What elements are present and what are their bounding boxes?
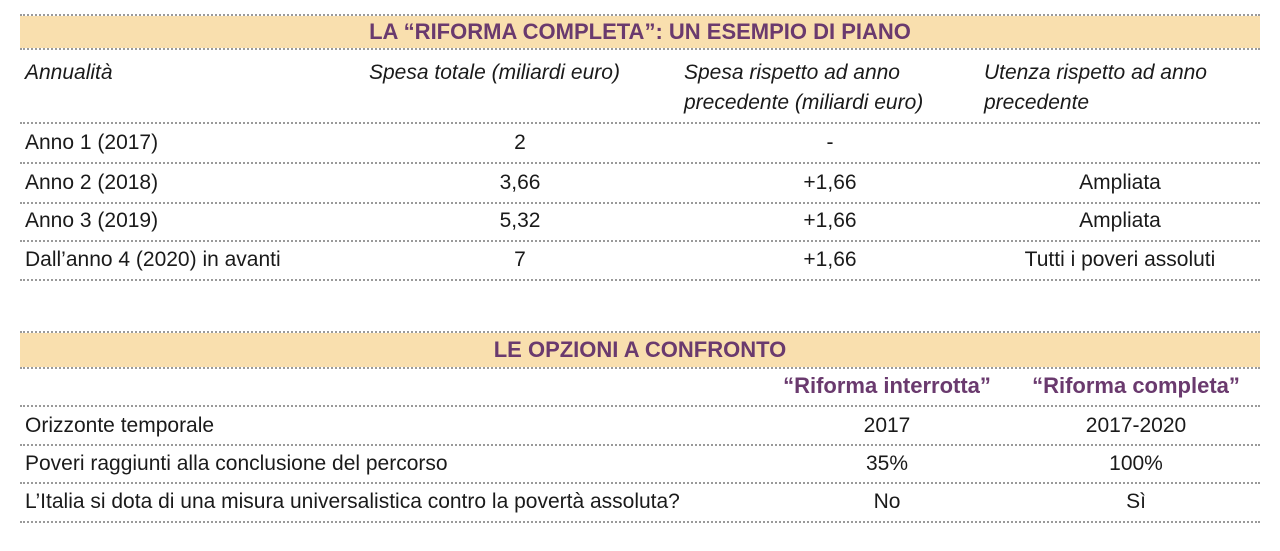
table2-row1-interrotta: 2017: [863, 414, 911, 437]
table1-row2-delta: +1,66: [803, 171, 857, 194]
table2-title: LE OPZIONI A CONFRONTO: [20, 333, 1260, 367]
table2-row2-completa: 100%: [1109, 452, 1163, 475]
table1-row2-rule: [20, 202, 1260, 204]
table2-row2-label: Poveri raggiunti alla conclusione del percorso: [25, 452, 448, 475]
table1-header-utenza-line1: Utenza rispetto ad anno: [984, 61, 1207, 84]
table2-row3-interrotta: No: [873, 490, 901, 513]
table2-title-rule: [20, 367, 1260, 369]
table1-row4-users: Tutti i poveri assoluti: [1024, 248, 1216, 271]
table1-header-utenza-line2: precedente: [984, 91, 1090, 114]
table1-header-annualita: Annualità: [25, 61, 113, 84]
table1-row2-total: 3,66: [499, 171, 541, 194]
table1-row3-total: 5,32: [499, 209, 541, 232]
table2-header-riforma-completa: “Riforma completa”: [1032, 373, 1240, 398]
table2-header-riforma-interrotta: “Riforma interrotta”: [783, 373, 991, 398]
table1-bottom-rule: [20, 279, 1260, 281]
table2-header-rule: [20, 405, 1260, 407]
table2-row3-label: L’Italia si dota di una misura universalistica contro la povertà assoluta?: [25, 490, 680, 513]
table2-row1-label: Orizzonte temporale: [25, 414, 215, 437]
table1-header-spesa-rispetto-line1: Spesa rispetto ad anno: [684, 61, 900, 84]
table2-row2-rule: [20, 482, 1260, 484]
table2-row1-completa: 2017-2020: [1085, 414, 1187, 437]
table1-header-spesa-rispetto-line2: precedente (miliardi euro): [684, 91, 924, 114]
table1-title: LA “RIFORMA COMPLETA”: UN ESEMPIO DI PIANO: [20, 16, 1260, 48]
table1-row3-users: Ampliata: [1079, 209, 1161, 232]
table2-row1-rule: [20, 444, 1260, 446]
table1-row4-delta: +1,66: [803, 248, 857, 271]
table1-row2-label: Anno 2 (2018): [25, 171, 159, 194]
table1-row1-label: Anno 1 (2017): [25, 131, 159, 154]
table1-title-rule: [20, 48, 1260, 50]
table1-row1-total: 2: [514, 131, 526, 154]
table1-row2-users: Ampliata: [1079, 171, 1161, 194]
table1-row1-delta: -: [826, 131, 834, 154]
table1-row4-label: Dall’anno 4 (2020) in avanti: [25, 248, 281, 271]
table2-row2-interrotta: 35%: [865, 452, 909, 475]
table1-row3-delta: +1,66: [803, 209, 857, 232]
table1-header-spesa-totale: Spesa totale (miliardi euro): [369, 61, 620, 84]
table1-row4-total: 7: [514, 248, 526, 271]
table2-row3-completa: Sì: [1126, 490, 1146, 513]
table1-row1-rule: [20, 162, 1260, 164]
table1-row3-rule: [20, 240, 1260, 242]
table1-header-rule: [20, 122, 1260, 124]
table1-row3-label: Anno 3 (2019): [25, 209, 159, 232]
table2-bottom-rule: [20, 521, 1260, 523]
